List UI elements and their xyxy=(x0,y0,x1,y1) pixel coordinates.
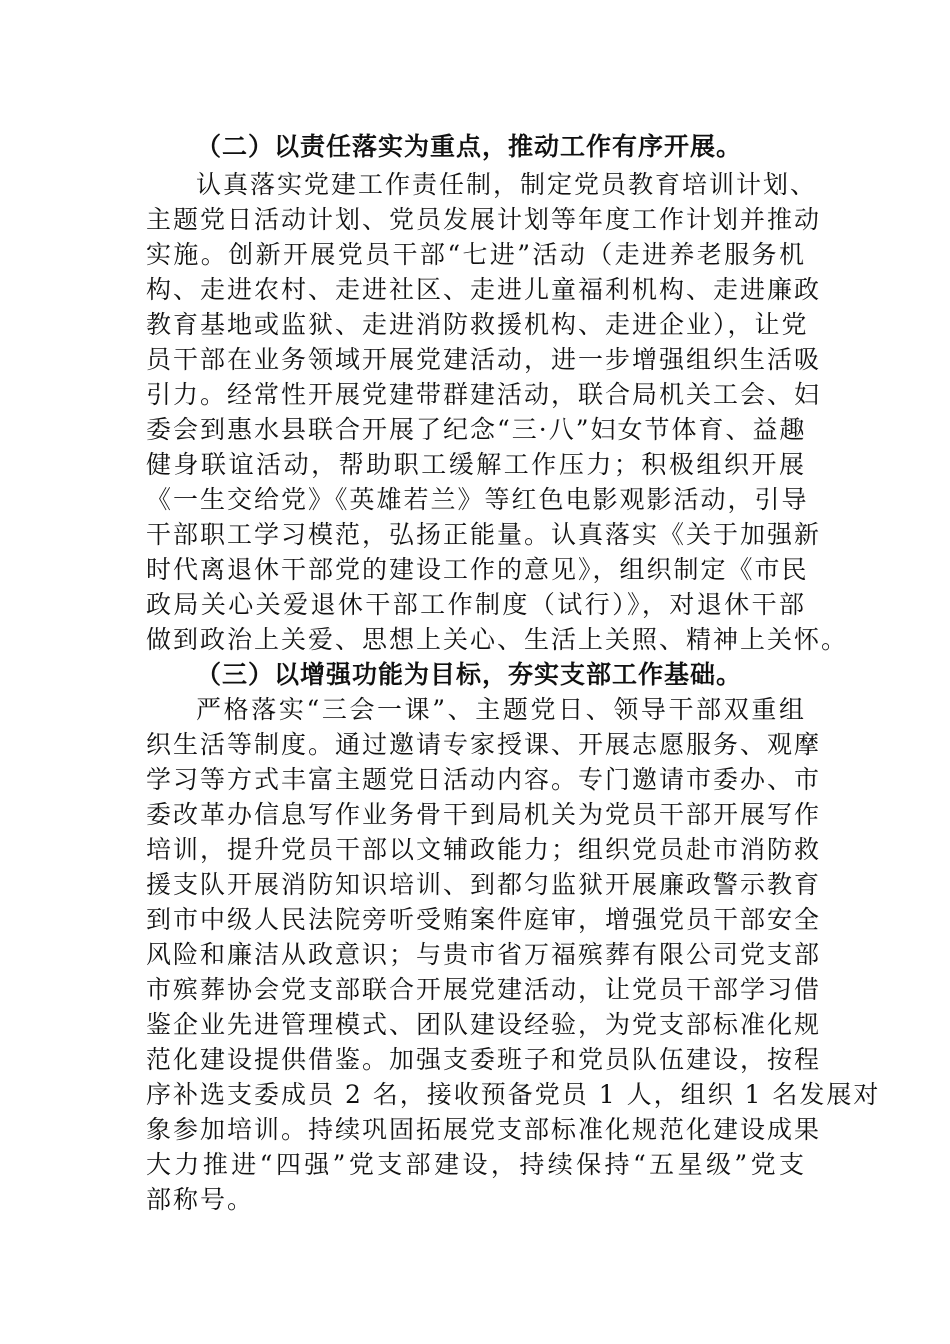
paragraph-line: 鉴企业先进管理模式、团队建设经验，为党支部标准化规 xyxy=(146,1010,822,1039)
paragraph-line: 援支队开展消防知识培训、到都匀监狱开展廉政警示教育 xyxy=(146,870,822,899)
paragraph-line: 市殡葬协会党支部联合开展党建活动，让党员干部学习借 xyxy=(146,975,822,1004)
paragraph-line: 范化建设提供借鉴。加强支委班子和党员队伍建设，按程 xyxy=(146,1045,822,1074)
paragraph-line: 象参加培训。持续巩固拓展党支部标准化规范化建设成果 xyxy=(146,1115,822,1144)
paragraph-line: 《一生交给党》《英雄若兰》等红色电影观影活动，引导 xyxy=(146,485,809,514)
paragraph-line: 主题党日活动计划、党员发展计划等年度工作计划并推动 xyxy=(146,205,822,234)
section-heading-3: （三）以增强功能为目标，夯实支部工作基础。 xyxy=(196,660,743,689)
paragraph-line: 教育基地或监狱、走进消防救援机构、走进企业），让党 xyxy=(146,310,809,339)
paragraph-line: 严格落实“三会一课”、主题党日、领导干部双重组 xyxy=(196,695,806,724)
paragraph-line: 委改革办信息写作业务骨干到局机关为党员干部开展写作 xyxy=(146,800,822,829)
paragraph-line: 时代离退休干部党的建设工作的意见》，组织制定《市民 xyxy=(146,555,809,584)
paragraph-line: 学习等方式丰富主题党日活动内容。专门邀请市委办、市 xyxy=(146,765,822,794)
section-heading-2: （二）以责任落实为重点，推动工作有序开展。 xyxy=(196,132,743,161)
paragraph-line: 实施。创新开展党员干部“七进”活动（走进养老服务机 xyxy=(146,240,806,269)
paragraph-line: 构、走进农村、走进社区、走进儿童福利机构、走进廉政 xyxy=(146,275,822,304)
paragraph-line: 大力推进“四强”党支部建设，持续保持“五星级”党支 xyxy=(146,1150,806,1179)
paragraph-line: 做到政治上关爱、思想上关心、生活上关照、精神上关怀。 xyxy=(146,625,849,654)
paragraph-line: 风险和廉洁从政意识；与贵市省万福殡葬有限公司党支部 xyxy=(146,940,822,969)
paragraph-line: 到市中级人民法院旁听受贿案件庭审，增强党员干部安全 xyxy=(146,905,822,934)
paragraph-line: 政局关心关爱退休干部工作制度（试行）》，对退休干部 xyxy=(146,590,806,619)
paragraph-line: 织生活等制度。通过邀请专家授课、开展志愿服务、观摩 xyxy=(146,730,822,759)
paragraph-line: 干部职工学习模范，弘扬正能量。认真落实《关于加强新 xyxy=(146,520,822,549)
paragraph-line: 部称号。 xyxy=(146,1185,255,1214)
paragraph-line: 培训，提升党员干部以文辅政能力；组织党员赴市消防救 xyxy=(146,835,822,864)
paragraph-line: 认真落实党建工作责任制，制定党员教育培训计划、 xyxy=(196,170,818,199)
paragraph-line: 健身联谊活动，帮助职工缓解工作压力；积极组织开展 xyxy=(146,450,806,479)
paragraph-line: 委会到惠水县联合开展了纪念“三·八”妇女节体育、益趣 xyxy=(146,415,807,444)
paragraph-line: 序补选支委成员 2 名，接收预备党员 1 人，组织 1 名发展对 xyxy=(146,1080,881,1109)
paragraph-line: 员干部在业务领域开展党建活动，进一步增强组织生活吸 xyxy=(146,345,822,374)
paragraph-line: 引力。经常性开展党建带群建活动，联合局机关工会、妇 xyxy=(146,380,822,409)
